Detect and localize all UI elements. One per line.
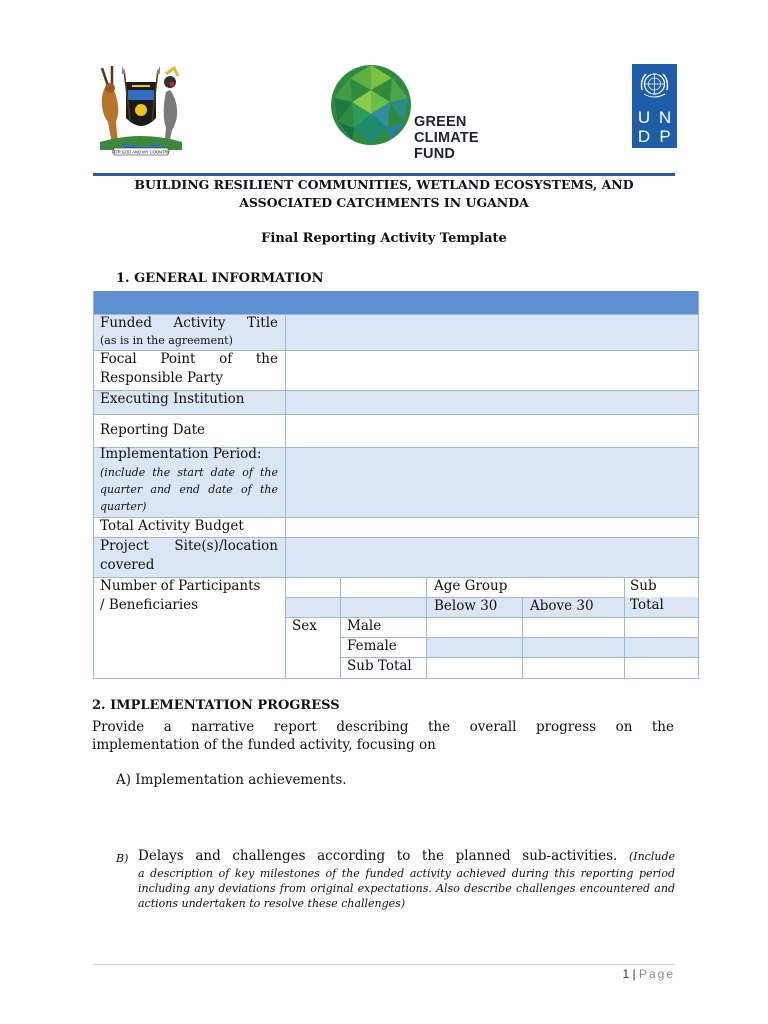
page-label: Page [638, 967, 675, 981]
label-sub-total-column: Sub Total [630, 578, 664, 613]
label-focal-point: Focal Point of the Responsible Party [100, 351, 278, 386]
project-site-field[interactable] [286, 538, 698, 577]
label-total-activity-budget: Total Activity Budget [100, 518, 244, 534]
table-rule [698, 291, 699, 679]
undp-letter: D [637, 127, 651, 146]
executing-institution-field[interactable] [286, 391, 698, 414]
un-emblem-icon [638, 68, 671, 102]
table-rule [93, 291, 94, 679]
table-header-band [93, 291, 699, 314]
undp-logo [632, 64, 677, 148]
label-implementation-period: Implementation Period: (include the start date of the quarter and end date of the quarter) [100, 446, 278, 513]
footer-separator: | [632, 967, 636, 981]
focal-point-field[interactable] [286, 351, 698, 390]
item-b-marker: B) [116, 852, 129, 865]
document-title: BUILDING RESILIENT COMMUNITIES, WETLAND ECOSYSTEMS, AND ASSOCIATED CATCHMENTS IN UGANDA [134, 177, 634, 210]
document-subtitle: Final Reporting Activity Template [261, 231, 507, 246]
label-executing-institution: Executing Institution [100, 391, 245, 407]
table-rule [426, 577, 427, 678]
page-footer [622, 967, 675, 981]
implementation-period-field[interactable] [286, 448, 698, 517]
page-number: 1 [622, 967, 630, 981]
undp-letter: U [637, 108, 651, 127]
label-sub-total-row: Sub Total [347, 658, 412, 674]
table-rule [624, 577, 625, 678]
undp-letter: N [658, 108, 672, 127]
item-delays-and-challenges: Delays and challenges according to the planned sub-activities. (Include [138, 848, 675, 864]
label-reporting-date: Reporting Date [100, 422, 206, 438]
item-implementation-achievements: A) Implementation achievements. [116, 772, 347, 788]
label-number-of-participants: Number of Participants / Beneficiaries [100, 578, 261, 613]
section-heading-general-information: 1. GENERAL INFORMATION [116, 271, 324, 286]
total-activity-budget-field[interactable] [286, 518, 698, 537]
item-delays-note: a description of key milestones of the funded activity achieved during this reporting period including any deviations from original expectations. Also describe challenges encountered and actions undertaken to resolve these challenges) [138, 867, 675, 910]
section-heading-implementation-progress: 2. IMPLEMENTATION PROGRESS [92, 698, 340, 713]
table-rule [340, 577, 341, 678]
label-female: Female [347, 638, 397, 654]
label-below-30: Below 30 [434, 598, 498, 614]
label-sex: Sex [292, 618, 317, 634]
undp-letter: P [659, 127, 671, 146]
footer-divider [93, 964, 675, 965]
label-above-30: Above 30 [530, 598, 594, 614]
label-project-site: Project Site(s)/location covered [100, 538, 278, 573]
label-funded-activity-title: Funded Activity Title (as is in the agreement) [100, 315, 278, 347]
funded-activity-title-field[interactable] [286, 315, 698, 350]
svg-text:FOR GOD AND MY COUNTRY: FOR GOD AND MY COUNTRY [111, 149, 171, 155]
uganda-coat-of-arms-logo [92, 60, 190, 156]
label-age-group: Age Group [434, 578, 508, 594]
narrative-instruction: Provide a narrative report describing the overall progress on the implementation of the funded activity, focusing on [92, 719, 674, 753]
green-climate-fund-logo-globe [330, 64, 412, 146]
table-rule [522, 597, 523, 678]
table-row-shade [426, 637, 699, 657]
table-rule [93, 678, 699, 679]
reporting-date-field[interactable] [286, 415, 698, 447]
label-male: Male [347, 618, 382, 634]
green-climate-fund-wordmark: GREEN CLIMATE FUND [414, 114, 479, 162]
